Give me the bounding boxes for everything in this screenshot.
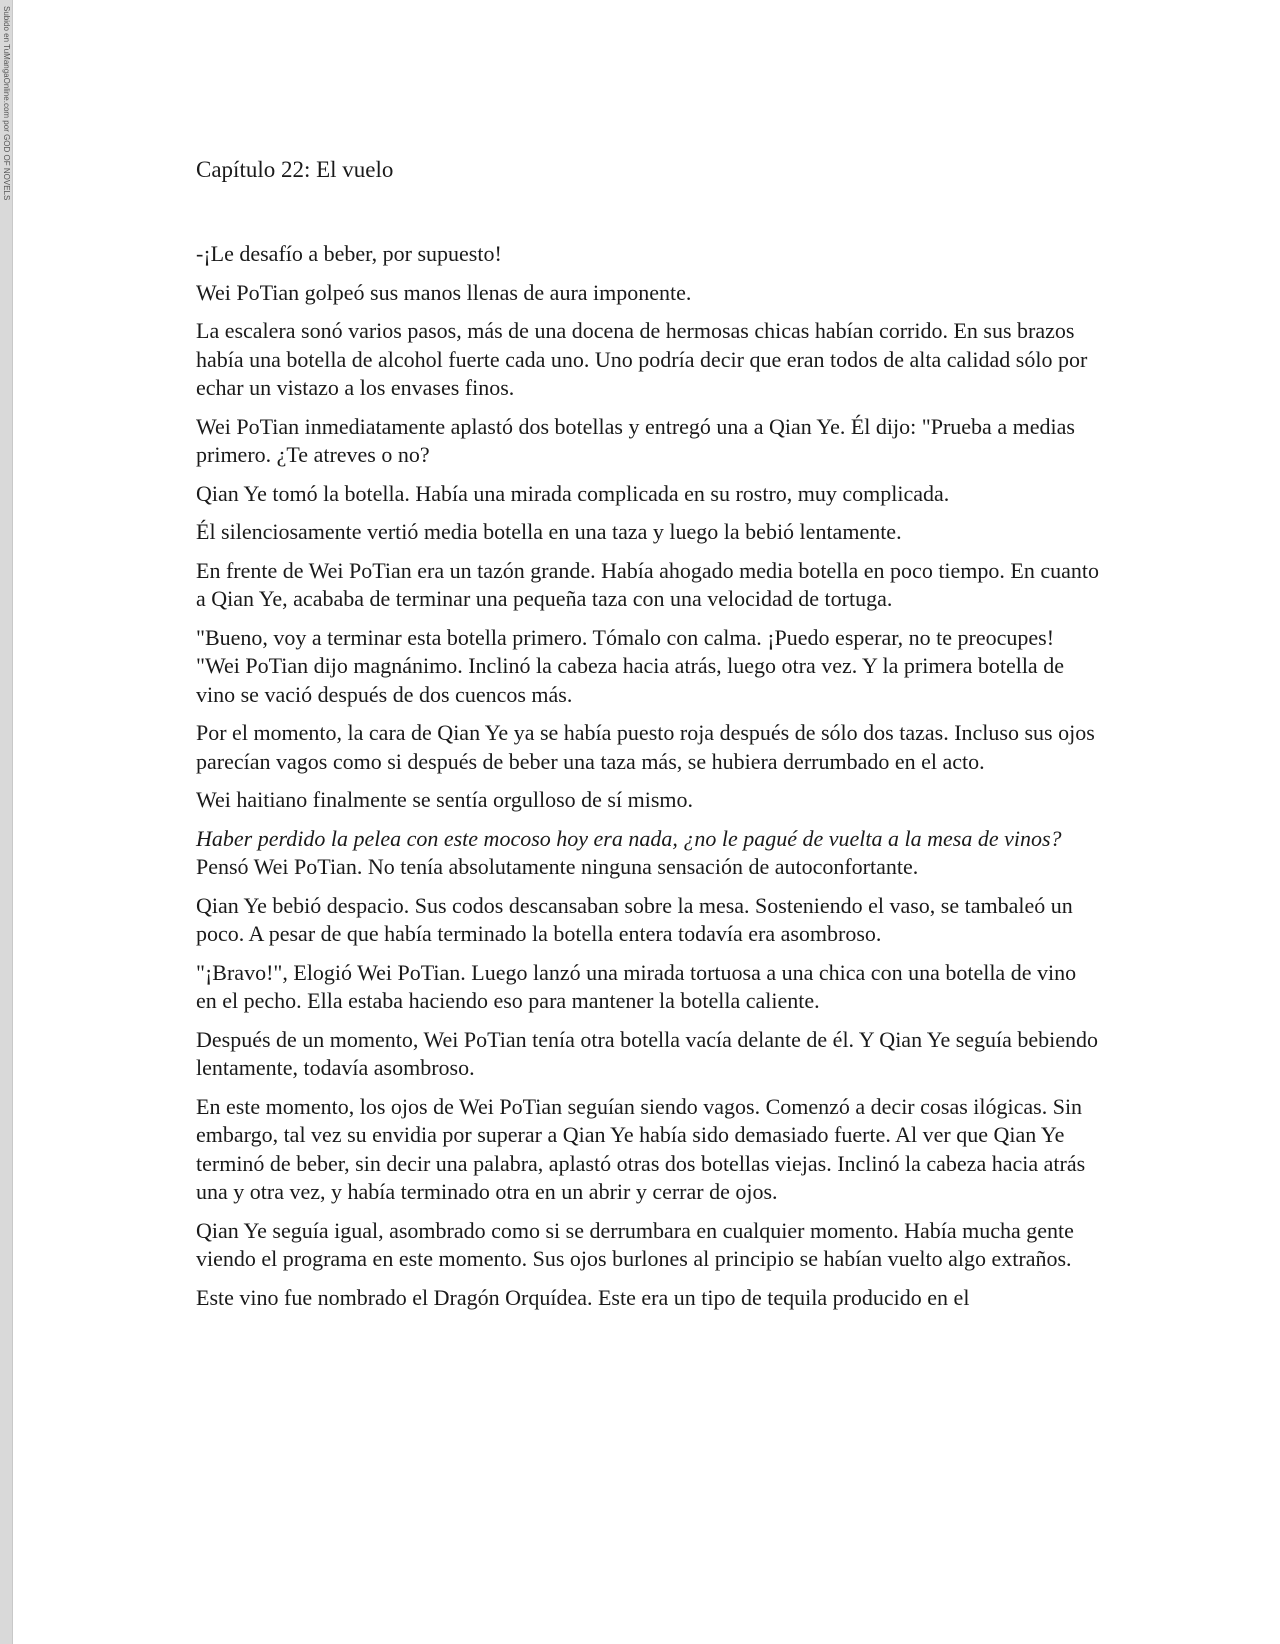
- paragraph-thought: [196, 825, 1100, 882]
- paragraph: Qian Ye tomó la botella. Había una mirada complicada en su rostro, muy complicada.: [196, 480, 950, 506]
- paragraph: La escalera sonó varios pasos, más de una docena de hermosas chicas habían corrido. En sus brazos había una botella de alcohol fuerte cada uno. Uno podría decir que eran todos de alta calidad sólo por echar un vistazo a los envases finos.: [196, 318, 1088, 400]
- paragraph: En este momento, los ojos de Wei PoTian seguían siendo vagos. Comenzó a decir cosas ilógicas. Sin embargo, tal vez su envidia por superar a Qian Ye había sido demasiado fuerte. Al ver que Qian Ye terminó de beber, sin decir una palabra, aplastó otras dos botellas viejas. Inclinó la cabeza hacia atrás una y otra vez, y había terminado otra en un abrir y cerrar de ojos.: [196, 1093, 1086, 1204]
- left-margin-strip: [0, 0, 13, 1644]
- paragraph: "¡Bravo!", Elogió Wei PoTian. Luego lanzó una mirada tortuosa a una chica con una botella de vino en el pecho. Ella estaba haciendo eso para mantener la botella caliente.: [196, 959, 1077, 1013]
- paragraph: Qian Ye seguía igual, asombrado como si se derrumbara en cualquier momento. Había mucha gente viendo el programa en este momento. Sus ojos burlones al principio se habían vuelto algo extraños.: [196, 1217, 1074, 1271]
- paragraph: Wei PoTian golpeó sus manos llenas de aura imponente.: [196, 279, 692, 305]
- paragraph-text: Pensó Wei PoTian. No tenía absolutamente ninguna sensación de autoconfortante.: [196, 854, 919, 879]
- watermark-text: Subido en TuMangaOnline.com por GOD OF NOVELS: [2, 6, 11, 201]
- paragraph: Wei PoTian inmediatamente aplastó dos botellas y entregó una a Qian Ye. Él dijo: "Prueba a medias primero. ¿Te atreves o no?: [196, 413, 1075, 467]
- paragraph: Después de un momento, Wei PoTian tenía otra botella vacía delante de él. Y Qian Ye seguía bebiendo lentamente, todavía asombroso.: [196, 1026, 1099, 1080]
- paragraph: Wei haitiano finalmente se sentía orgulloso de sí mismo.: [196, 787, 694, 812]
- paragraph: Él silenciosamente vertió media botella en una taza y luego la bebió lentamente.: [196, 519, 902, 544]
- document-page: [196, 156, 1100, 1322]
- chapter-title: Capítulo 22: El vuelo: [196, 157, 394, 182]
- italic-thought-text: Haber perdido la pelea con este mocoso hoy era nada, ¿no le pagué de vuelta a la mesa de vinos?: [196, 825, 1062, 851]
- paragraph: En frente de Wei PoTian era un tazón grande. Había ahogado media botella en poco tiempo. En cuanto a Qian Ye, acababa de terminar una pequeña taza con una velocidad de tortuga.: [196, 557, 1099, 611]
- paragraph: Por el momento, la cara de Qian Ye ya se había puesto roja después de sólo dos tazas. Incluso sus ojos parecían vagos como si después de beber una taza más, se hubiera derrumbado en el acto.: [196, 720, 1095, 774]
- paragraph: "Bueno, voy a terminar esta botella primero. Tómalo con calma. ¡Puedo esperar, no te preocupes! "Wei PoTian dijo magnánimo. Inclinó la cabeza hacia atrás, luego otra vez. Y la primera botella de vino se vació después de dos cuencos más.: [196, 624, 1064, 707]
- paragraph: Qian Ye bebió despacio. Sus codos descansaban sobre la mesa. Sosteniendo el vaso, se tambaleó un poco. A pesar de que había terminado la botella entera todavía era asombroso.: [196, 892, 1073, 946]
- paragraph: Este vino fue nombrado el Dragón Orquídea. Este era un tipo de tequila producido en el: [196, 1284, 970, 1310]
- paragraph: -¡Le desafío a beber, por supuesto!: [196, 241, 502, 266]
